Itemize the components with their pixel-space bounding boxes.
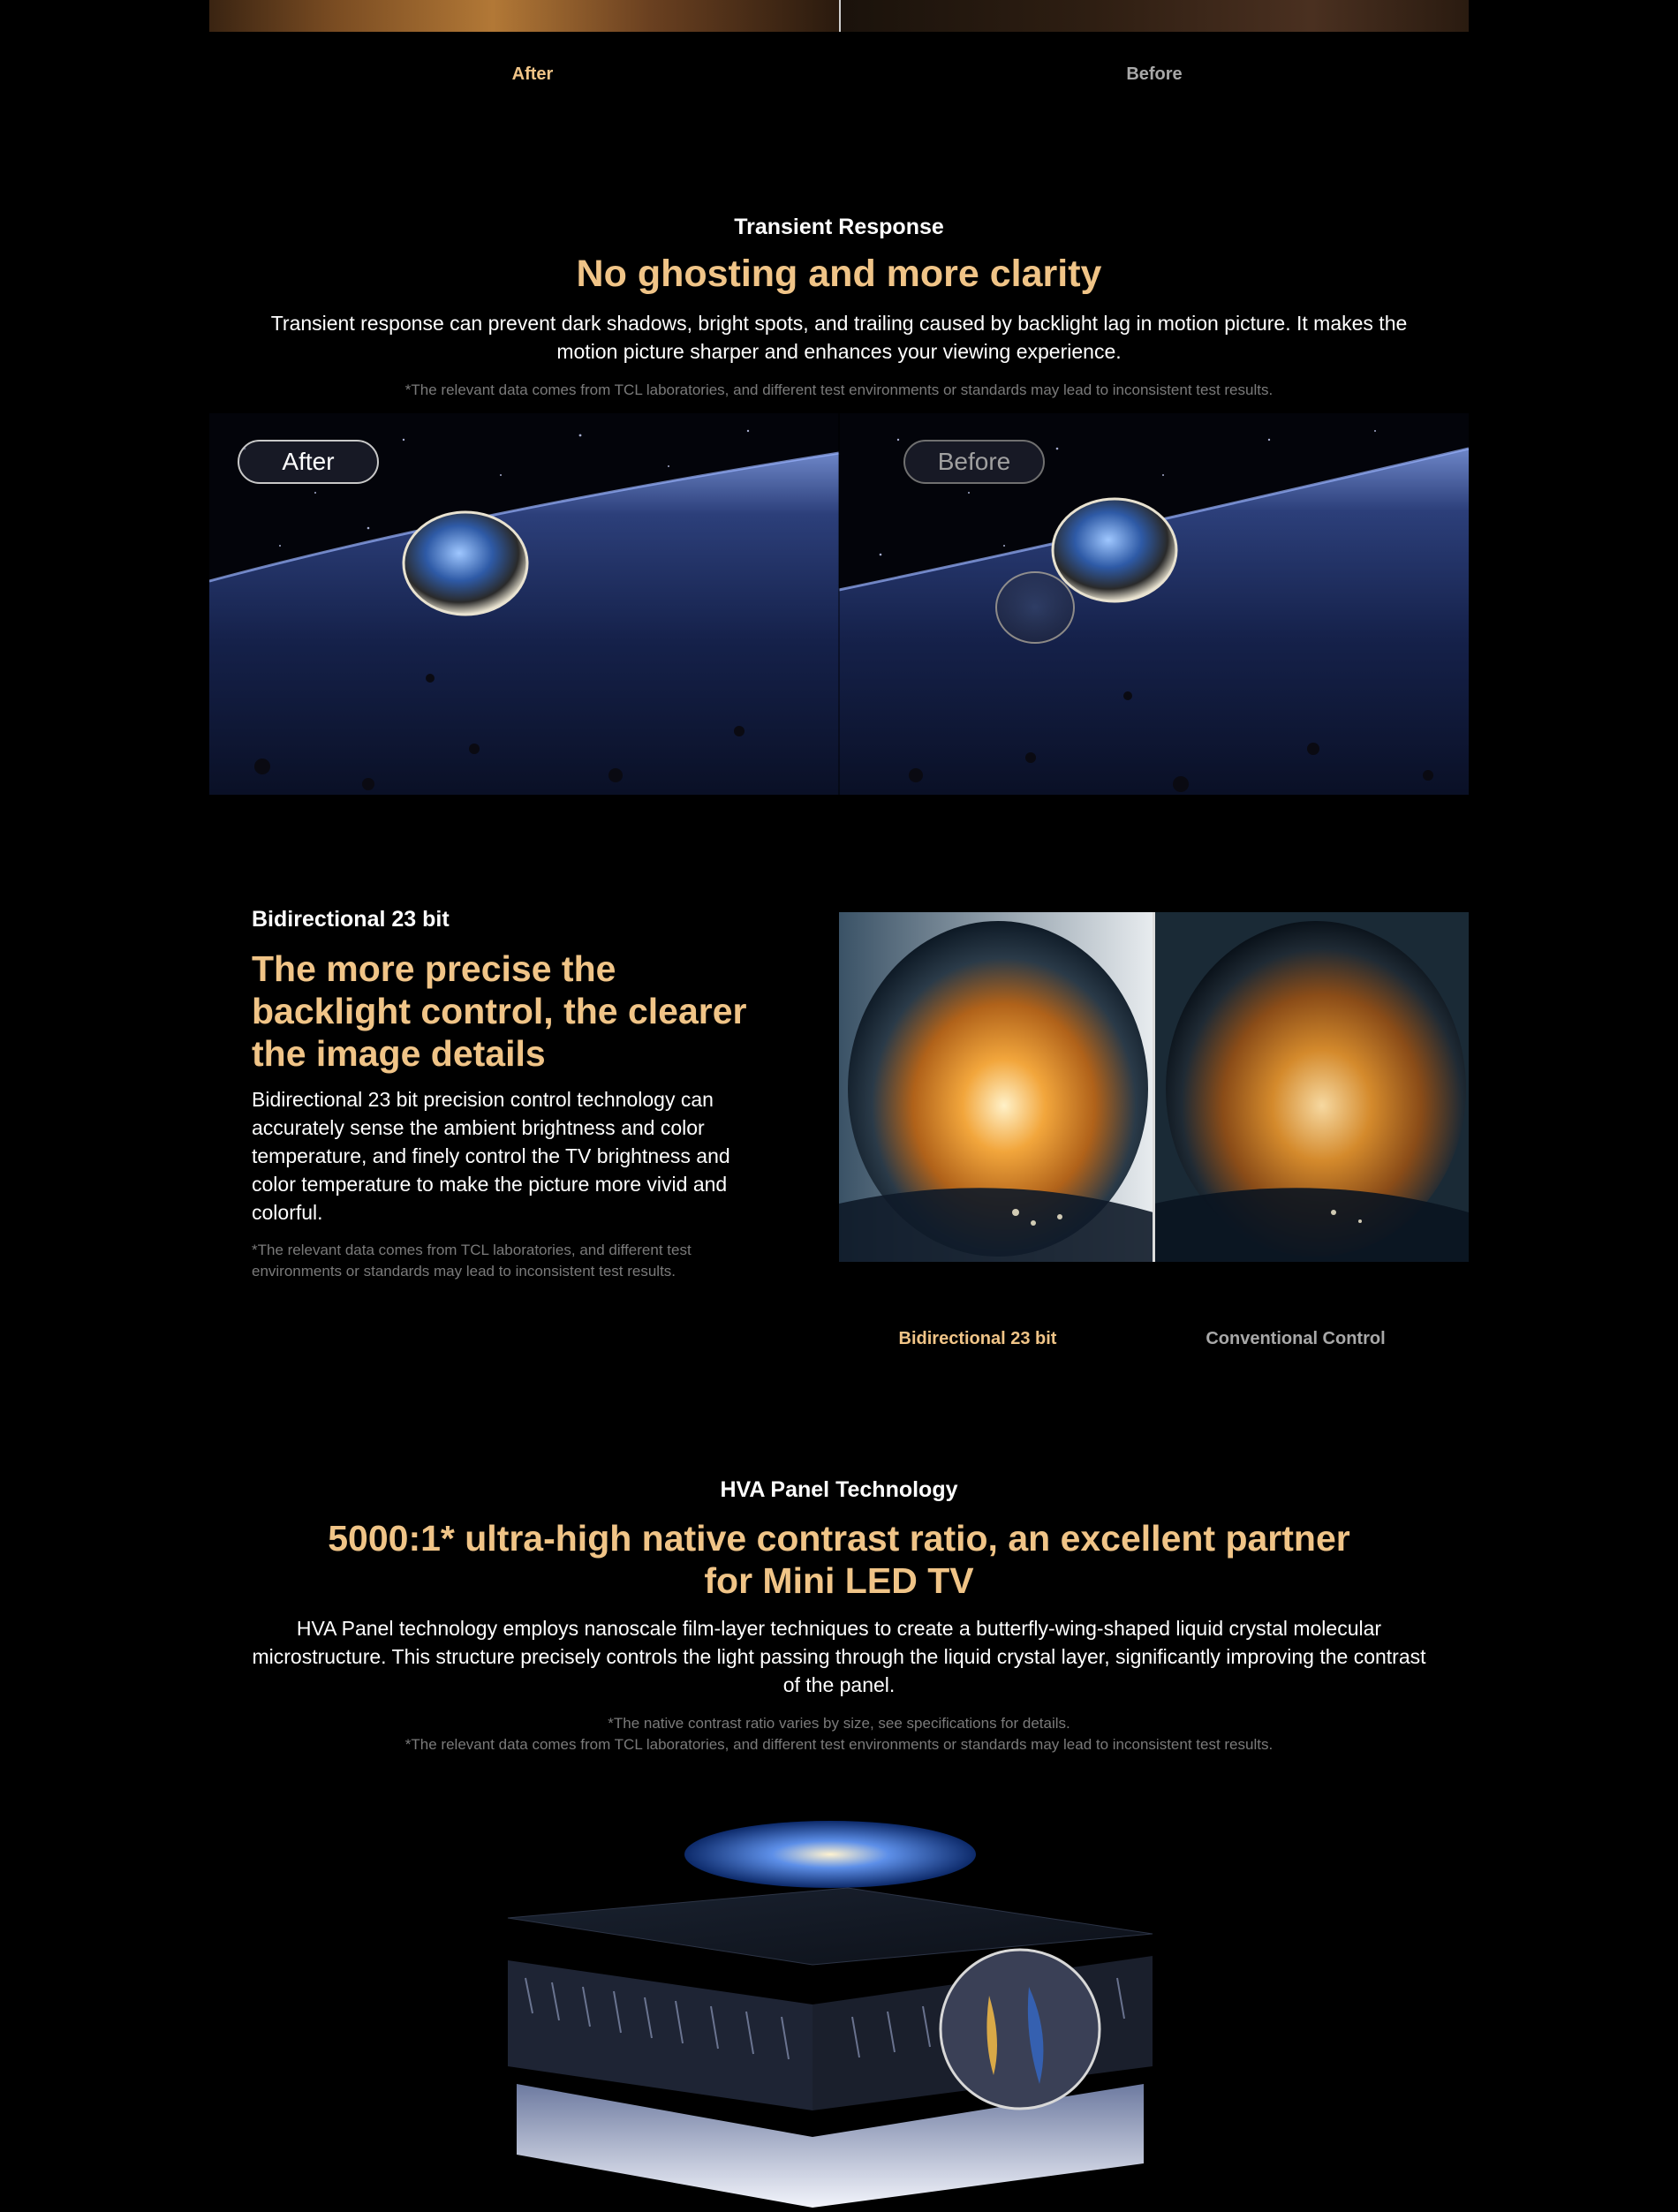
bidirectional-headline (252, 947, 817, 1075)
before-caption: Before (1126, 64, 1183, 84)
hva-panel-illustration (499, 1801, 1179, 2208)
hva-note-1: *The native contrast ratio varies by size, see specifications for details. (608, 1715, 1070, 1732)
conventional-caption: Conventional Control (1206, 1329, 1386, 1348)
after-caption: After (511, 64, 554, 84)
hva-headline-line-2: for Mini LED TV (704, 1560, 974, 1601)
bidirectional-headline-line-3: the image details (252, 1033, 546, 1074)
hva-headline-line-1: 5000:1* ultra-high native contrast ratio, an excellent partner (328, 1518, 1350, 1559)
hva-eyebrow: HVA Panel Technology (720, 1477, 958, 1502)
after-badge: After (238, 440, 379, 484)
bidirectional-body: Bidirectional 23 bit precision control technology can accurately sense the ambient brightness and color temperature, and finely control the TV brightness and color temperature to make the picture more vivid and colorful. (252, 1088, 730, 1224)
before-badge: Before (903, 440, 1045, 484)
bidirectional-caption: Bidirectional 23 bit (898, 1329, 1057, 1348)
wave-comparison-image (839, 912, 1469, 1262)
transient-headline: No ghosting and more clarity (576, 253, 1102, 295)
bidirectional-eyebrow: Bidirectional 23 bit (252, 907, 450, 932)
hva-headline (0, 1517, 1678, 1602)
transient-note: *The relevant data comes from TCL laboratories, and different test environments or standards may lead to inconsistent test results. (404, 381, 1274, 398)
hva-note-2: *The relevant data comes from TCL laboratories, and different test environments or standards may lead to inconsistent test results. (404, 1736, 1274, 1753)
transient-eyebrow: Transient Response (734, 215, 944, 239)
before-image-crop (841, 0, 1469, 32)
bidirectional-note: *The relevant data comes from TCL laboratories, and different test environments or standards may lead to inconsistent test results. (252, 1242, 692, 1280)
bidirectional-headline-line-2: backlight control, the clearer (252, 991, 747, 1031)
hva-body: HVA Panel technology employs nanoscale film-layer techniques to create a butterfly-wing-shaped liquid crystal molecular microstructure. This structure precisely controls the light passing through the liquid crystal layer, significantly improving the contrast of the panel. (252, 1617, 1426, 1696)
wave-illustration (839, 912, 1469, 1262)
space-scene-illustration (209, 413, 1469, 795)
panel-layers-illustration (499, 1801, 1179, 2208)
bidirectional-headline-line-1: The more precise the (252, 948, 616, 989)
transient-comparison-image (209, 413, 1469, 795)
transient-body: Transient response can prevent dark shadows, bright spots, and trailing caused by backlight lag in motion picture. It makes the motion picture sharper and enhances your viewing experience. (270, 312, 1408, 363)
after-image-crop (209, 0, 839, 32)
previous-comparison-image (209, 0, 1469, 32)
